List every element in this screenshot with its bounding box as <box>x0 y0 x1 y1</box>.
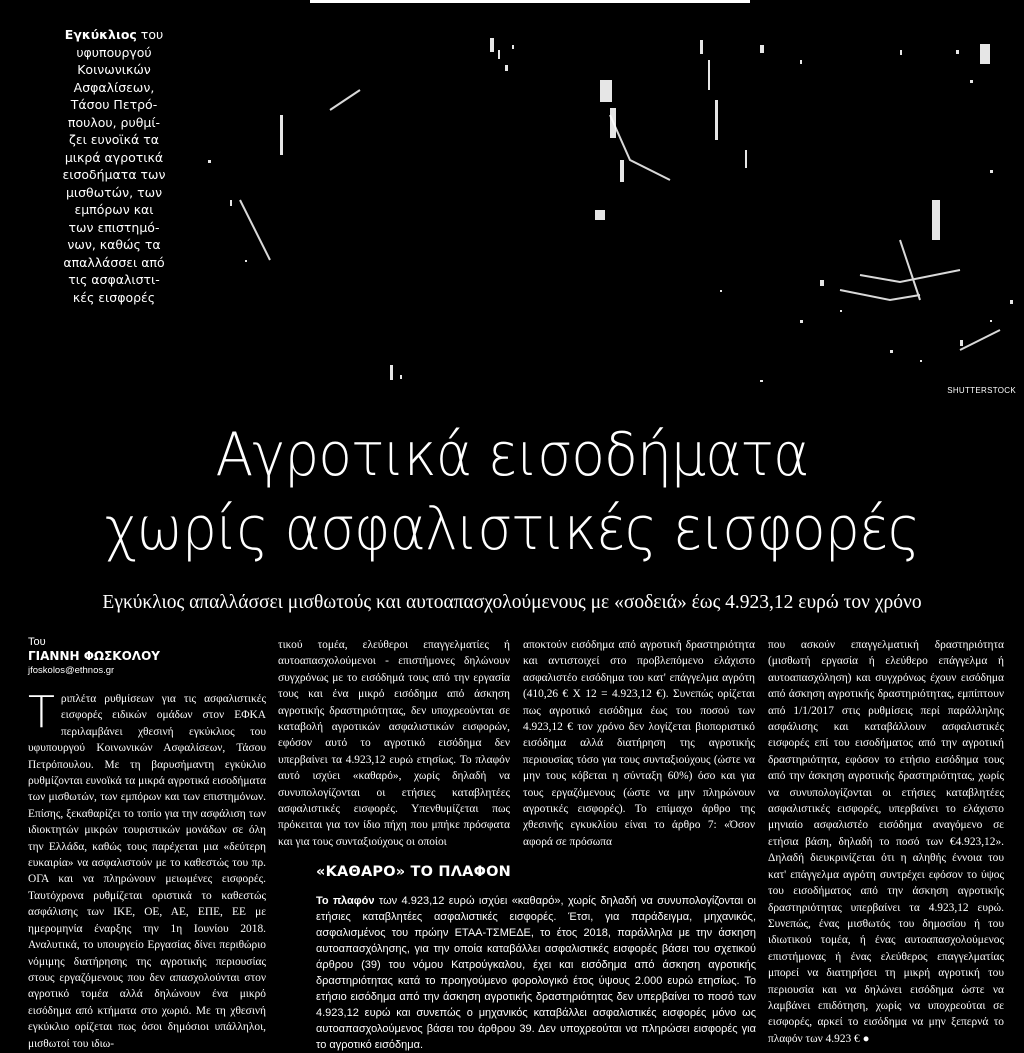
article-column-4 <box>768 637 1004 1047</box>
article-column-1 <box>28 636 266 1052</box>
subheadline: Εγκύκλιος απαλλάσσει μισθωτούς και αυτοαπασχολούμενους με «σοδειά» έως 4.923,12 ευρώ τον χρόνο <box>102 592 922 613</box>
headline <box>41 418 983 566</box>
byline-prefix: Του <box>28 636 46 648</box>
caption-lead: Εγκύκλιος <box>64 27 137 42</box>
caption-text: του υφυπουργού Κοινωνικών Ασφαλίσεων, Τάσου Πετρό- πουλου, ρυθμί- ζει ευνοϊκά τα μικρά αγροτικά εισοδήματα των μισθωτών, των εμπόρων και των επιστημό- νων, καθώς τα απαλλάσσει από τις ασφαλιστι- κές εισφορές <box>62 27 166 305</box>
headline-line-1: Αγροτικά εισοδήματα <box>215 420 809 490</box>
byline-email: jfoskolos@ethnos.gr <box>28 665 115 676</box>
farm-photo <box>200 20 1024 400</box>
article-text-2: τικού τομέα, ελεύθεροι επαγγελματίες ή αυτοαπασχολούμενοι - επιστήμονες δηλώνουν συγχρόνως με το εισόδημά τους από την εργασία τους και ένα μικρό εισόδημα από άσκηση αγροτικής δραστηριότητας, δεν υποχρεούνται σε καταβολή αγροτικών ασφαλιστικών εισφορών, εφόσον αυτό το αγροτικό εισόδημα δεν υπερβαίνει τα 4.923,12 ευρώ ετησίως. Το πλαφόν αυτό ισχύει «καθαρό», χωρίς δηλαδή να συνυπολογίζονται οι ετήσιες καταβλητέες ασφαλιστικές εισφορές. Υπενθυμίζεται πως πρόκειται για τον ίδιο πήχη που μπήκε πρόσφατα και για τους συνταξιούχους οι οποίοι <box>278 639 510 848</box>
drop-cap: Τ <box>28 687 55 738</box>
section-heading: «ΚΑΘΑΡΟ» ΤΟ ΠΛΑΦΟΝ <box>316 864 511 880</box>
article-text-4: που ασκούν επαγγελματική δραστηριότητα (μισθωτή εργασία ή ελεύθερο επάγγελμα ή αυτοαπασχόληση) και συγχρόνως έχουν εισόδημα από άσκηση αγροτικής δραστηριότητας, εμπίπτουν από 1/1/2017 στις ρυθμίσεις περί παράλληλης ασφάλισης και καταβάλλουν ασφαλιστικές εισφορές επί του εισοδήματος από την αγροτική δραστηριότητα, εφόσον το ετήσιο εισόδημα τους από την άσκηση αγροτικής δραστηριότητας, χωρίς να συνυπολογίζονται οι ετήσιες καταβλητέες ασφαλιστικές εισφορές, υπερβαίνει το ελάχιστο μηνιαίο ασφαλιστέο εισόδημα αναγόμενο σε ετήσια βάση, δηλαδή το ποσό των €4.923,12». Δηλαδή διευκρινίζεται ότι η αληθής έννοια του κατ' επάγγελμα αγρότη συντρέχει εφόσον το ύψος του εισοδήματος από την άσκηση αγροτικής δραστηριότητας υπερβαίνει τα 4.923,12 ευρώ. Συνεπώς, ένας μισθωτός του δημοσίου ή του ιδιωτικού τομέα, ή ένας αυτοαπασχολούμενος επιστήμονας ή ένας ελεύθερος επαγγελματίας μπορεί να διατηρήσει τη μικρή αγροτική του περιουσία και να δηλώνει εισόδημα ώστε να λαμβάνει επιδότηση, χωρίς να υποχρεούται σε εισφορές, αρκεί το εισόδημα να μην ξεπερνά το πλαφόν των 4.923 € ● <box>768 639 1004 1045</box>
article-text-1: ριπλέτα ρυθμίσεων για τις ασφαλιστικές εισφορές ειδικών ομάδων στον ΕΦΚΑ περιλαμβάνει χθεσινή εγκύκλιος του υφυπουργού Κοινωνικών Ασφαλίσεων, Τάσου Πετρόπουλου. Με τη βαρυσήμαντη εγκύκλιο ρυθμίζονται ευνοϊκά τα μικρά αγροτικά εισοδήματα των μισθωτών, των εμπόρων και των επιστημόνων. Επίσης, ξεκαθαρίζει το τοπίο για την ασφάλιση των ιδιοκτητών μικρών τουριστικών μονάδων σε όλη την Ελλάδα, καθώς τους παρέχεται μια «δεύτερη ευκαιρία» να ασφαλιστούν με το καθεστώς του πρ. ΟΓΑ και να πληρώνουν μειωμένες εισφορές. Ταυτόχρονα ρυθμίζεται οριστικά το καθεστώς ασφάλισης των ΙΚΕ, ΟΕ, ΑΕ, ΕΠΕ, ΕΕ με ημερομηνία έναρξης την 1η Ιουνίου 2018. Αναλυτικά, το υπουργείο Εργασίας δίνει περιθώριο νόμιμης διατήρησης της αγροτικής περιουσίας στους εργαζόμενους που δεν απασχολούνται στον αγροτικό τομέα αλλά δηλώνουν ένα μικρό εισόδημα από κτήματα στο χωριό. Με τη χθεσινή εγκύκλιο ορίζεται πως όσοι δημόσιοι υπάλληλοι, μισθωτοί του ιδιω- <box>28 693 266 1050</box>
section-text: των 4.923,12 ευρώ ισχύει «καθαρό», χωρίς δηλαδή να συνυπολογίζονται οι ετήσιες καταβλητέες ασφαλιστικές εισφορές. Έτσι, για παράδειγμα, μηχανικός, ασφαλισμένος του πρώην ΕΤΑΑ-ΤΣΜΕΔΕ, το έτος 2018, παράλληλα με την άσκηση αυτοαπασχόλησης, για την οποία καταβάλλει ασφαλιστικές εισφορές βάσει του σχετικού άρθρου (39) του νόμου Κατρούγκαλου, έχει και εισόδημα από άσκηση αγροτικής δραστηριότητας κατά το προηγούμενο φορολογικό έτος ύψους 2.000 ευρώ ετησίως. Το ετήσιο εισόδημα από την άσκηση αγροτικής δραστηριότητας δεν υπερβαίνει το ποσό των 4.923,12 ευρώ και συνεπώς ο μηχανικός καταβάλλει ασφαλιστικές εισφορές μόνο ως αυτοαπασχολούμενος βάσει του άρθρου 39. Δεν υποχρεούται να πληρώσει εισφορές για το αγροτικό εισόδημα. <box>316 895 756 1051</box>
top-rule <box>310 0 750 3</box>
section-lead: Το πλαφόν <box>316 895 375 907</box>
article-column-3 <box>523 637 755 850</box>
byline-author: ΓΙΑΝΝΗ ΦΩΣΚΟΛΟΥ <box>28 649 160 663</box>
photo-credit: SHUTTERSTOCK <box>947 386 1016 395</box>
article-text-3: αποκτούν εισόδημα από αγροτική δραστηριότητα και αντιστοιχεί στο προβλεπόμενο ελάχιστο ασφαλιστέο εισόδημα του κατ' επάγγελμα αγρότη (410,26 € Χ 12 = 4.923,12 €). Συνεπώς ορίζεται πως αγροτικό εισόδημα έως του ποσού των 4.923,12 € τον χρόνο δεν λογίζεται βιοποριστικό εισόδημα αλλά διατήρηση της αγροτικής περιουσίας τόσο για τους συνταξιούχους (ώστε να μην τους κόβεται η σύνταξη 60%) όσο και για τους εργαζόμενους (ώστε να μην πληρώνουν αγροτικές εισφορές). Το επίμαχο άρθρο της χθεσινής εγκυκλίου είναι το άρθρο 7: «Όσον αφορά σε πρόσωπα <box>523 639 755 848</box>
article-column-2 <box>278 637 510 850</box>
photo-caption <box>28 26 200 306</box>
headline-line-2: χωρίς ασφαλιστικές εισφορές <box>104 494 920 564</box>
section-body <box>316 893 756 1053</box>
